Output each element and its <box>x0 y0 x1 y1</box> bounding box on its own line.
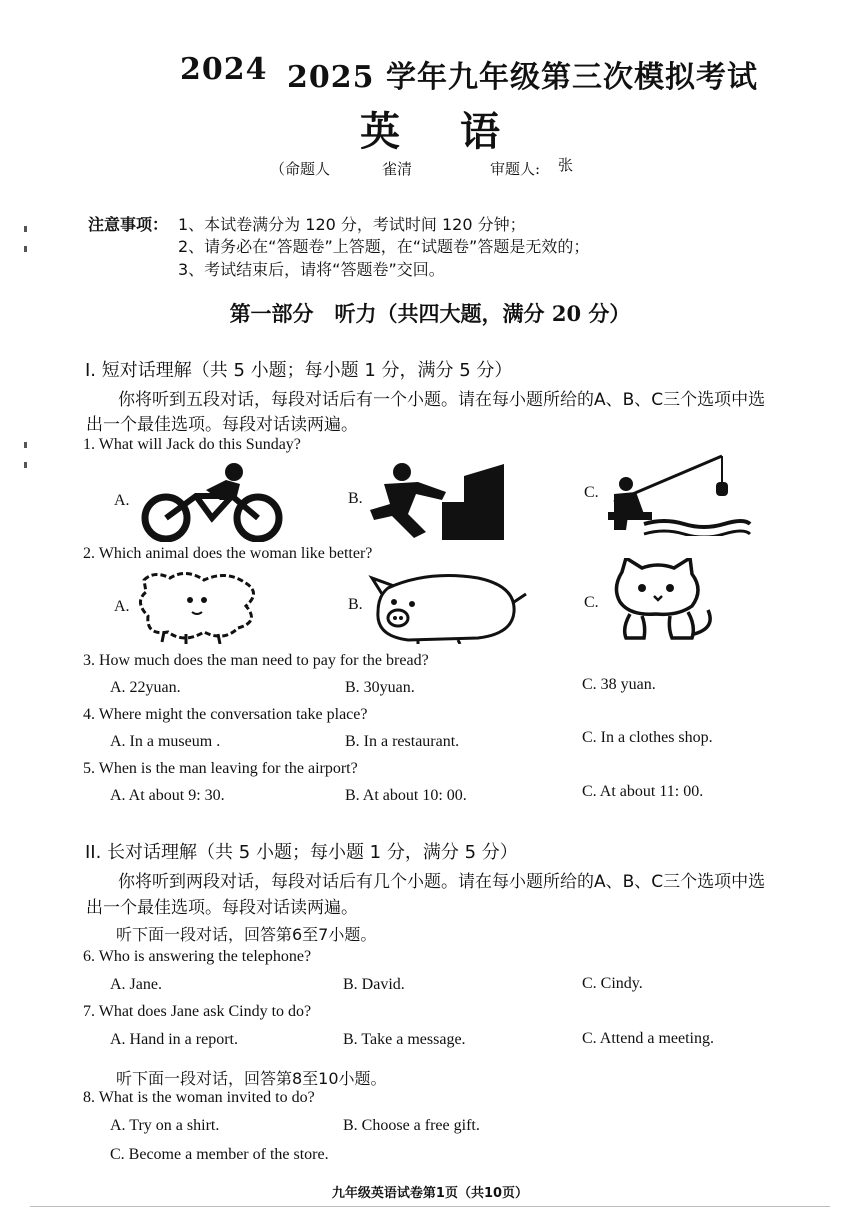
question-1-option-b: B. <box>348 490 363 507</box>
notice-label: 注意事项： <box>88 215 169 234</box>
question-3-option-b: B. 30yuan. <box>345 679 415 696</box>
question-6-option-c: C. Cindy. <box>582 975 643 992</box>
section-2-instructions-line1: 你将听到两段对话，每段对话后有几个小题。请在每小题所给的A、B、C三个选项中选 <box>118 872 766 892</box>
part-one-title: 第一部分 听力（共四大题，满分 20 分） <box>229 301 631 326</box>
fishing-icon <box>604 452 752 536</box>
question-4-option-b: B. In a restaurant. <box>345 733 460 750</box>
section-2-lead-2: 听下面一段对话，回答第8至10小题。 <box>116 1069 387 1088</box>
question-7-stem: 7. What does Jane ask Cindy to do? <box>83 1003 312 1020</box>
question-2-option-a: A. <box>114 598 130 615</box>
question-6-option-a: A. Jane. <box>110 976 162 993</box>
title-rest: 2025 学年九年级第三次模拟考试 <box>287 60 758 95</box>
question-5-option-c: C. At about 11: 00. <box>582 783 704 800</box>
author-name: 雀清 <box>382 160 413 178</box>
cycling-icon <box>136 462 292 542</box>
question-5-stem: 5. When is the man leaving for the airport? <box>83 760 358 777</box>
reviewer-name: 张 <box>558 156 574 174</box>
page-footer: 九年级英语试卷第1页（共10页） <box>331 1186 529 1201</box>
question-7-option-a: A. Hand in a report. <box>110 1031 238 1048</box>
section-2-lead-1: 听下面一段对话，回答第6至7小题。 <box>116 925 377 944</box>
notice-item-3: 3、考试结束后，请将“答题卷”交回。 <box>178 260 445 279</box>
binding-margin-mark <box>24 462 27 468</box>
subject-title: 英语 <box>360 108 560 155</box>
binding-margin-mark <box>24 226 27 232</box>
question-4-stem: 4. Where might the conversation take place? <box>83 706 368 723</box>
question-3-stem: 3. How much does the man need to pay for the bread? <box>83 652 429 669</box>
author-label: （命题人 <box>270 160 331 178</box>
page-bottom-edge <box>30 1206 830 1207</box>
binding-margin-mark <box>24 442 27 448</box>
notice-item-1: 1、本试卷满分为 120 分，考试时间 120 分钟； <box>178 215 526 234</box>
question-2-option-c: C. <box>584 594 599 611</box>
section-1-instructions-line2: 出一个最佳选项。每段对话读两遍。 <box>86 415 358 435</box>
question-7-option-c: C. Attend a meeting. <box>582 1030 714 1047</box>
question-1-option-a: A. <box>114 492 130 509</box>
question-8-option-b: B. Choose a free gift. <box>343 1117 480 1134</box>
question-1-stem: 1. What will Jack do this Sunday? <box>83 436 301 453</box>
question-8-stem: 8. What is the woman invited to do? <box>83 1089 315 1106</box>
question-2-option-b: B. <box>348 596 363 613</box>
question-5-option-a: A. At about 9: 30. <box>110 787 225 804</box>
reviewer-label: 审题人: <box>490 160 541 178</box>
question-8-option-a: A. Try on a shirt. <box>110 1117 220 1134</box>
section-2-instructions-line2: 出一个最佳选项。每段对话读两遍。 <box>86 898 358 918</box>
question-1-option-c: C. <box>584 484 599 501</box>
section-1-heading: I. 短对话理解（共 5 小题；每小题 1 分，满分 5 分） <box>85 360 513 381</box>
cat-icon <box>608 558 720 640</box>
question-6-option-b: B. David. <box>343 976 405 993</box>
question-3-option-a: A. 22yuan. <box>110 679 181 696</box>
question-7-option-b: B. Take a message. <box>343 1031 466 1048</box>
section-2-heading: II. 长对话理解（共 5 小题；每小题 1 分，满分 5 分） <box>85 842 518 863</box>
sheep-icon <box>134 566 266 644</box>
title-year-start: 2024 <box>180 52 268 87</box>
question-4-option-c: C. In a clothes shop. <box>582 729 713 746</box>
climbing-icon <box>368 462 504 540</box>
notice-item-2: 2、请务必在“答题卷”上答题，在“试题卷”答题是无效的； <box>178 237 590 256</box>
pig-icon <box>368 568 528 644</box>
question-8-option-c: C. Become a member of the store. <box>110 1146 329 1163</box>
question-3-option-c: C. 38 yuan. <box>582 676 656 693</box>
question-5-option-b: B. At about 10: 00. <box>345 787 467 804</box>
question-2-stem: 2. Which animal does the woman like better? <box>83 545 373 562</box>
question-4-option-a: A. In a museum . <box>110 733 221 750</box>
question-6-stem: 6. Who is answering the telephone? <box>83 948 312 965</box>
section-1-instructions-line1: 你将听到五段对话，每段对话后有一个小题。请在每小题所给的A、B、C三个选项中选 <box>118 390 766 410</box>
binding-margin-mark <box>24 246 27 252</box>
